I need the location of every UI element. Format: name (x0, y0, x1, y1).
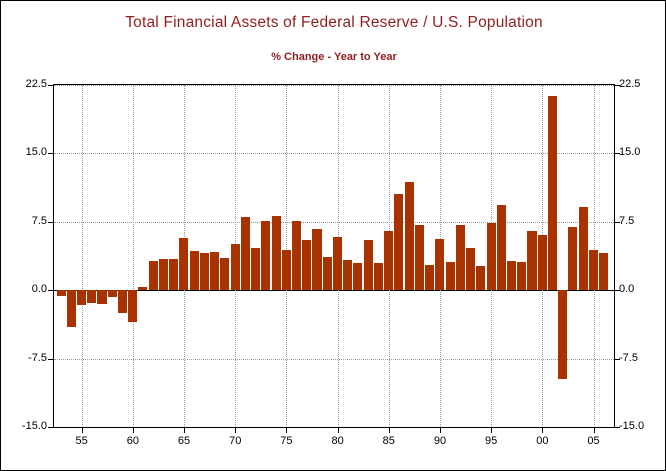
y-axis-tick-label-left: -7.5 (28, 351, 47, 364)
bar (517, 262, 526, 290)
bar (435, 239, 444, 290)
bar (67, 290, 76, 326)
y-axis-tick-label-right: 0.0 (619, 283, 635, 296)
gridline-vertical (133, 85, 134, 427)
bar (108, 290, 117, 297)
gridline-horizontal (54, 85, 614, 86)
bar (558, 290, 567, 378)
bar (138, 287, 147, 290)
bar (487, 223, 496, 290)
bar (282, 250, 291, 290)
x-axis-tick (235, 428, 236, 433)
y-axis-tick-label-left: 15.0 (25, 146, 47, 159)
gridline-horizontal (54, 427, 614, 428)
bar (538, 235, 547, 290)
bar (579, 207, 588, 290)
bar (456, 225, 465, 290)
y-axis-tick (48, 85, 53, 86)
bar (497, 205, 506, 290)
plot-area (53, 84, 615, 428)
bar (312, 229, 321, 290)
x-axis-tick (542, 428, 543, 433)
y-axis-tick (615, 290, 620, 291)
x-axis-tick-label: 75 (280, 435, 293, 447)
bar (394, 194, 403, 290)
bar (128, 290, 137, 322)
y-axis-tick-label-left: 7.5 (31, 214, 47, 227)
x-axis-tick-label: 95 (485, 435, 498, 447)
bar (548, 96, 557, 290)
bar (292, 221, 301, 290)
bar (231, 244, 240, 291)
x-axis-tick-label: 60 (126, 435, 139, 447)
x-axis-tick-label: 70 (229, 435, 242, 447)
bar (179, 238, 188, 290)
bar (589, 250, 598, 290)
y-axis-tick (48, 359, 53, 360)
y-axis-tick-label-right: -15.0 (619, 420, 645, 432)
bar (415, 225, 424, 290)
y-axis-tick (615, 222, 620, 223)
x-axis-tick (440, 428, 441, 433)
x-axis-tick (286, 428, 287, 433)
x-axis-tick (491, 428, 492, 433)
bar (333, 237, 342, 290)
bar (169, 259, 178, 290)
bar (568, 227, 577, 290)
bar (323, 257, 332, 290)
zero-line (54, 290, 614, 291)
chart-title: Total Financial Assets of Federal Reserve / U.S. Population (125, 14, 543, 31)
y-axis-tick-label-left: 0.0 (31, 283, 47, 296)
bar (210, 252, 219, 290)
gridline-vertical (82, 85, 83, 427)
x-axis-tick (594, 428, 595, 433)
bar (527, 231, 536, 290)
gridline-horizontal (54, 359, 614, 360)
bar (118, 290, 127, 313)
bar (599, 253, 608, 290)
bar (343, 260, 352, 290)
bar (77, 290, 86, 305)
bar (425, 265, 434, 291)
chart-subtitle: % Change - Year to Year (271, 51, 397, 63)
gridline-horizontal (54, 153, 614, 154)
x-axis-tick (82, 428, 83, 433)
y-axis-tick-label-left: -15.0 (21, 420, 47, 432)
x-axis-tick-label: 80 (331, 435, 344, 447)
bar (220, 258, 229, 290)
x-axis-tick-label: 05 (587, 435, 600, 447)
y-axis-tick-label-right: 22.5 (619, 78, 641, 90)
bar (374, 263, 383, 290)
y-axis-tick-label-left: 22.5 (25, 78, 47, 90)
bar (149, 261, 158, 290)
y-axis-tick-label-right: 7.5 (619, 214, 635, 227)
bar (353, 263, 362, 290)
y-axis-tick (48, 290, 53, 291)
y-axis-tick (48, 153, 53, 154)
bar (97, 290, 106, 304)
bar (466, 248, 475, 290)
bar (476, 266, 485, 290)
bar (272, 216, 281, 290)
bar (57, 290, 66, 295)
y-axis-tick-label-right: 15.0 (619, 146, 641, 159)
x-axis-tick-label: 65 (177, 435, 191, 447)
x-axis-tick-label: 90 (433, 435, 447, 447)
y-axis-tick (48, 222, 53, 223)
bar (87, 290, 96, 303)
bar (405, 182, 414, 291)
y-axis-tick-label-right: -7.5 (619, 351, 638, 364)
bar (507, 261, 516, 290)
x-axis-tick (133, 428, 134, 433)
bar (261, 221, 270, 290)
bar (200, 253, 209, 290)
x-axis-tick-label: 85 (382, 435, 395, 447)
bar (364, 240, 373, 290)
y-axis-tick (615, 153, 620, 154)
bar (251, 248, 260, 290)
x-axis-tick-label: 55 (75, 435, 88, 447)
y-axis-tick (48, 427, 53, 428)
bar (159, 259, 168, 290)
bar (190, 251, 199, 290)
x-axis-tick (338, 428, 339, 433)
x-axis-tick (389, 428, 390, 433)
y-axis-tick (615, 359, 620, 360)
bar (446, 262, 455, 290)
y-axis-tick (615, 85, 620, 86)
y-axis-tick (615, 427, 620, 428)
gridline-horizontal (54, 222, 614, 223)
bar (302, 240, 311, 290)
x-axis-tick (184, 428, 185, 433)
bar (241, 217, 250, 290)
bar (384, 231, 393, 290)
x-axis-tick-label: 00 (536, 435, 549, 447)
